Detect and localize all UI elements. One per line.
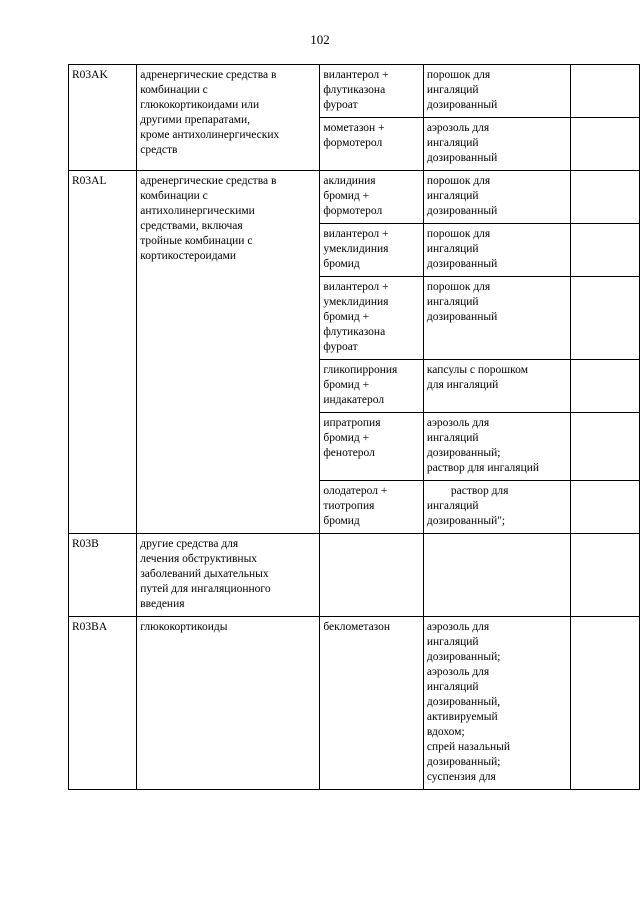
form-cell: аэрозоль для ингаляций дозированный — [423, 118, 570, 171]
drug-cell: беклометазон — [320, 617, 424, 790]
atc-code-cell: R03AL — [69, 171, 137, 534]
form-cell — [423, 534, 570, 617]
empty-cell — [570, 617, 639, 790]
empty-cell — [570, 277, 639, 360]
group-cell: адренергические средства в комбинации с глюкокортикоидами или другими препаратами, кроме антихолинергических средств — [137, 65, 320, 171]
drug-cell: олодатерол + тиотропия бромид — [320, 481, 424, 534]
group-cell: глюкокортикоиды — [137, 617, 320, 790]
table-row — [69, 617, 640, 790]
empty-cell — [570, 360, 639, 413]
form-cell: раствор для ингаляций дозированный"; — [423, 481, 570, 534]
drug-cell: вилантерол + умеклидиния бромид — [320, 224, 424, 277]
form-cell: порошок для ингаляций дозированный — [423, 65, 570, 118]
page-number: 102 — [310, 32, 330, 47]
form-cell: аэрозоль для ингаляций дозированный; аэрозоль для ингаляций дозированный, активируемый вдохом; спрей назальный дозированный; суспензия для — [423, 617, 570, 790]
group-cell: адренергические средства в комбинации с антихолинергическими средствами, включая тройные комбинации с кортикостероидами — [137, 171, 320, 534]
empty-cell — [570, 118, 639, 171]
empty-cell — [570, 171, 639, 224]
form-cell: порошок для ингаляций дозированный — [423, 224, 570, 277]
drug-cell: мометазон + формотерол — [320, 118, 424, 171]
form-cell: порошок для ингаляций дозированный — [423, 171, 570, 224]
group-cell: другие средства для лечения обструктивных заболеваний дыхательных путей для ингаляционного введения — [137, 534, 320, 617]
form-cell: порошок для ингаляций дозированный — [423, 277, 570, 360]
form-cell: аэрозоль для ингаляций дозированный; раствор для ингаляций — [423, 413, 570, 481]
drug-cell: вилантерол + умеклидиния бромид + флутиказона фуроат — [320, 277, 424, 360]
atc-code-cell: R03BA — [69, 617, 137, 790]
table-row — [69, 65, 640, 118]
drug-cell: ипратропия бромид + фенотерол — [320, 413, 424, 481]
empty-cell — [570, 481, 639, 534]
medicines-table — [68, 64, 640, 790]
table-row — [69, 534, 640, 617]
empty-cell — [570, 65, 639, 118]
empty-cell — [570, 413, 639, 481]
form-cell: капсулы с порошком для ингаляций — [423, 360, 570, 413]
drug-cell: вилантерол + флутиказона фуроат — [320, 65, 424, 118]
empty-cell — [570, 224, 639, 277]
table-row — [69, 171, 640, 224]
atc-code-cell: R03AK — [69, 65, 137, 171]
drug-cell: аклидиния бромид + формотерол — [320, 171, 424, 224]
atc-code-cell: R03B — [69, 534, 137, 617]
drug-cell: гликопиррония бромид + индакатерол — [320, 360, 424, 413]
drug-cell — [320, 534, 424, 617]
empty-cell — [570, 534, 639, 617]
